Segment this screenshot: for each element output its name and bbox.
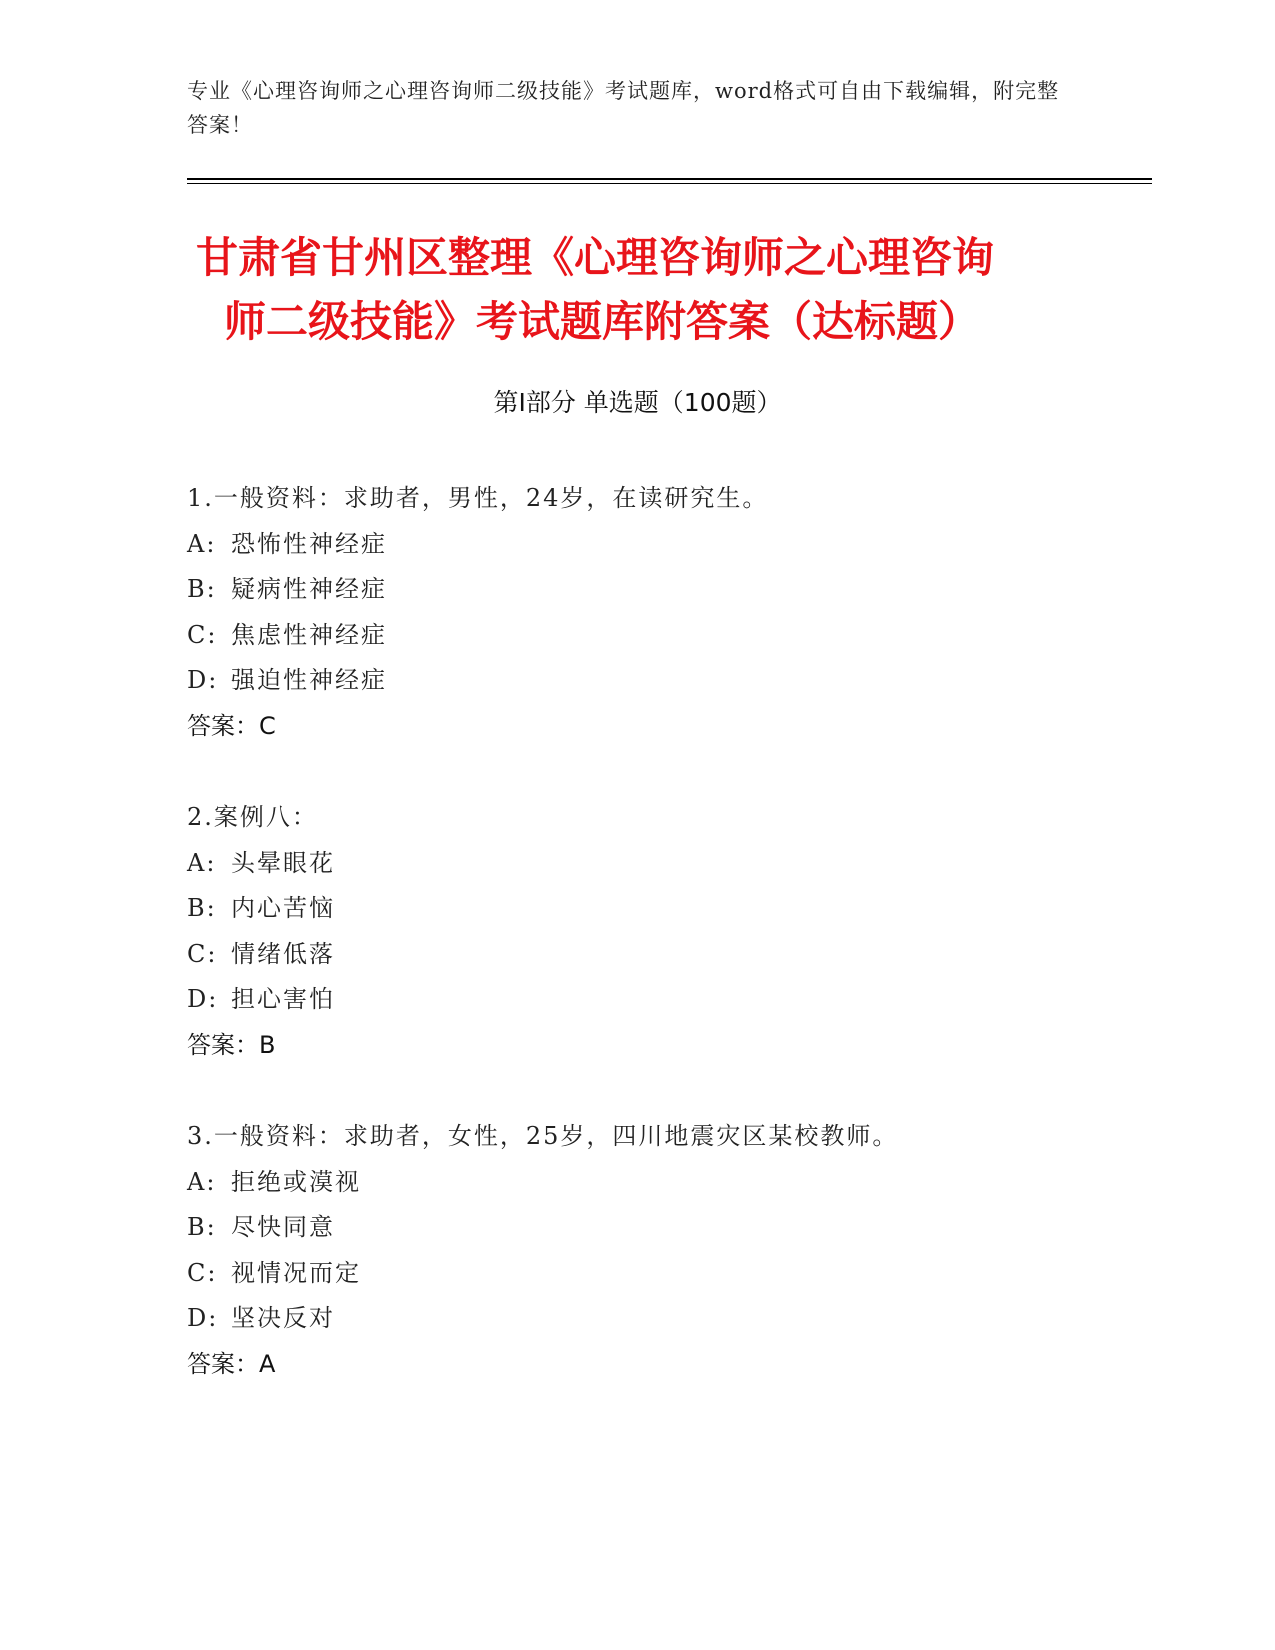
question-2: [187, 795, 1147, 1068]
option-a: [187, 522, 1147, 568]
header-divider-thin: [187, 183, 1152, 184]
option-c: [187, 932, 1147, 978]
option-text: 拒绝或漠视: [231, 1167, 361, 1196]
document-title: [196, 226, 1096, 354]
option-key: B:: [187, 575, 217, 603]
option-key: B:: [187, 894, 217, 922]
option-key: D:: [187, 1304, 219, 1332]
option-d: [187, 1296, 1147, 1342]
option-key: D:: [187, 666, 219, 694]
answer: 答案：B: [187, 1030, 276, 1059]
option-text: 焦虑性神经症: [231, 620, 387, 649]
option-text: 担心害怕: [231, 985, 335, 1013]
option-text: 强迫性神经症: [231, 666, 387, 694]
option-text: 视情况而定: [231, 1258, 361, 1287]
question-3: [187, 1114, 1147, 1387]
option-key: C:: [187, 1258, 218, 1287]
option-key: A:: [187, 1167, 217, 1196]
option-a: [187, 841, 1147, 887]
document-title-line-2: 师二级技能》考试题库附答案（达标题）: [224, 297, 981, 346]
question-1: [187, 476, 1147, 749]
header-note: 专业《心理咨询师之心理咨询师二级技能》考试题库，word格式可自由下载编辑，附完整答案！: [187, 79, 1060, 137]
option-text: 情绪低落: [231, 939, 335, 968]
option-a: [187, 1160, 1147, 1206]
question-stem: 3.一般资料：求助者，女性，25岁，四川地震灾区某校教师。: [187, 1122, 899, 1150]
answer: 答案：C: [187, 711, 276, 740]
option-b: [187, 886, 1147, 932]
option-text: 尽快同意: [231, 1213, 335, 1241]
option-key: A:: [187, 529, 217, 558]
question-list: [187, 476, 1147, 1433]
option-text: 头晕眼花: [231, 848, 335, 877]
option-key: A:: [187, 848, 217, 877]
option-key: D:: [187, 985, 219, 1013]
header-divider-thick: [187, 178, 1152, 180]
question-stem: 2.案例八：: [187, 803, 318, 831]
option-key: C:: [187, 939, 218, 968]
option-text: 内心苦恼: [231, 894, 335, 922]
option-b: [187, 1205, 1147, 1251]
answer: 答案：A: [187, 1349, 276, 1378]
option-d: [187, 977, 1147, 1023]
option-b: [187, 567, 1147, 613]
option-text: 坚决反对: [231, 1304, 335, 1332]
option-key: B:: [187, 1213, 217, 1241]
option-c: [187, 613, 1147, 659]
document-title-line-1: 甘肃省甘州区整理《心理咨询师之心理咨询: [196, 233, 995, 282]
option-c: [187, 1251, 1147, 1297]
option-text: 恐怖性神经症: [231, 529, 387, 558]
section-title: 第Ⅰ部分 单选题（100题）: [493, 388, 782, 417]
option-text: 疑病性神经症: [231, 575, 387, 603]
option-d: [187, 658, 1147, 704]
question-stem: 1.一般资料：求助者，男性，24岁，在读研究生。: [187, 484, 769, 512]
option-key: C:: [187, 620, 218, 649]
